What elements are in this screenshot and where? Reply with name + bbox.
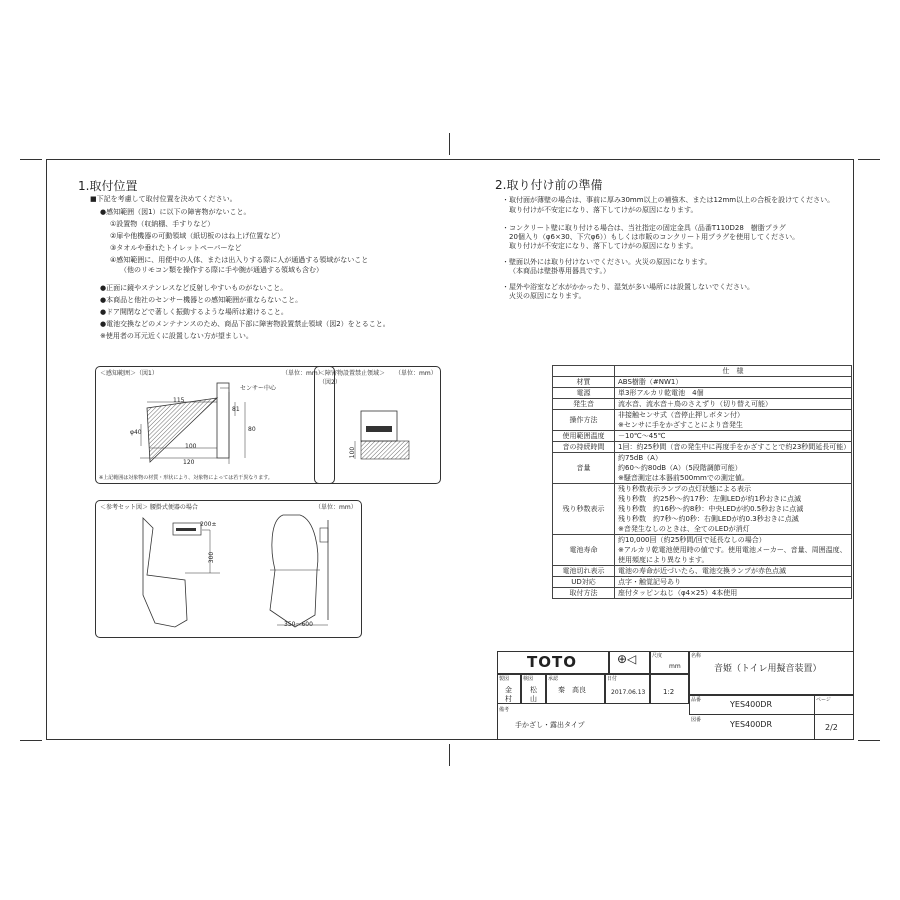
spec-row <box>553 410 852 431</box>
dim-label: φ40 <box>130 429 142 436</box>
drawing-label: 図番 <box>691 717 702 723</box>
remark-text: 手かざし・露出タイプ <box>515 721 585 729</box>
bullet-item: ●本商品と他社のセンサー機器との感知範囲が重ならないこと。 <box>100 296 303 304</box>
spec-value-line: 残り秒数 約7秒～約0秒：右側LEDが約0.3秒おきに点滅 <box>618 515 799 523</box>
unit-text: mm <box>669 663 681 670</box>
spec-value-line: 1回：約25秒間（音の発生中に再度手をかざすことで約23秒間延長可能） <box>618 443 851 451</box>
spec-value <box>615 399 852 410</box>
note-line: 取り付けが不安定になり、落下してけがの原因になります。 <box>509 206 698 214</box>
spec-value-line: 単3形アルカリ乾電池 4個 <box>618 389 704 397</box>
spec-label: 操作方法 <box>553 410 615 431</box>
fig2-unit: （単位：mm） <box>395 370 437 377</box>
note-line: ・取付面が薄壁の場合は、事前に厚み30mm以上の補強木、または12mm以上の合板を設けてください。 <box>502 196 835 204</box>
note-line: ・屋外や浴室など水がかかったり、湿気が多い場所には設置しないでください。 <box>502 283 754 291</box>
dim-label: 200± <box>200 521 217 528</box>
spec-row <box>553 377 852 388</box>
spec-value-line: －10℃～45℃ <box>618 432 666 440</box>
crop-mark <box>20 159 42 160</box>
note-line: ・壁面以外には取り付けないでください。火災の原因になります。 <box>502 258 712 266</box>
design-label: 製図 <box>499 676 510 682</box>
note-line: 火災の原因になります。 <box>509 292 586 300</box>
spec-value-line: 残り秒数 約16秒～約8秒：中央LEDが約0.5秒おきに点滅 <box>618 505 804 513</box>
spec-label: 材質 <box>553 377 615 388</box>
spec-label: 取付方法 <box>553 588 615 599</box>
section2-heading: 2.取り付け前の準備 <box>495 178 603 192</box>
bullet-item: ●電池交換などのメンテナンスのため、商品下部に障害物設置禁止領域（図2）をとること。 <box>100 320 390 328</box>
drawing-number: YES400DR <box>730 720 773 729</box>
bullet-item: ●正面に鏡やステンレスなど反射しやすいものがないこと。 <box>100 284 288 292</box>
fig1-unit: （単位：mm） <box>282 370 324 377</box>
third-angle-icon: ⊕◁ <box>617 652 637 666</box>
section1-heading: 1.取付位置 <box>78 179 138 193</box>
spec-value-line: 約10,000回（約25秒間/回で延長なしの場合） <box>618 536 766 544</box>
spec-label: UD対応 <box>553 577 615 588</box>
spec-value <box>615 388 852 399</box>
model-value: YES400DR <box>730 700 773 709</box>
spec-value <box>615 484 852 535</box>
sensing-range-diagram <box>95 366 335 484</box>
spec-value <box>615 566 852 577</box>
spec-row <box>553 588 852 599</box>
note-text: ※使用者の耳元近くに設置しない方が望ましい。 <box>100 332 253 340</box>
dim-label: 81 <box>232 406 240 413</box>
spec-value-line: 残り秒数表示ランプの点灯状態による表示 <box>618 485 751 493</box>
spec-row <box>553 388 852 399</box>
note-line: ・コンクリート壁に取り付ける場合は、当社指定の固定金具（品番T110D28 樹脂プラグ <box>502 224 786 232</box>
spec-value-line: 電池の寿命が近づいたら、電池交換ランプが赤色点滅 <box>618 567 786 575</box>
fig3-unit: （単位：mm） <box>315 504 357 511</box>
list-item: （他のリモコン類を操作する際に手や腕が通過する領域も含む） <box>120 266 323 274</box>
spec-row <box>553 484 852 535</box>
list-item: ④感知範囲に、用便中の人体、または出入りする際に人が通過する領域がないこと <box>110 256 369 264</box>
spec-value <box>615 377 852 388</box>
spec-row <box>553 577 852 588</box>
spec-label: 電池寿命 <box>553 535 615 566</box>
spec-label: 残り秒数表示 <box>553 484 615 535</box>
dim-label: 115 <box>173 397 185 404</box>
no-obstacle-zone-diagram <box>314 366 441 484</box>
spec-value-line: 座付タッピンねじ（φ4×25）4本使用 <box>618 589 738 597</box>
spec-row <box>553 566 852 577</box>
spec-value-line: 約75dB（A） <box>618 454 662 462</box>
page-label: ページ <box>816 697 831 703</box>
scale-label: 尺度 <box>652 653 663 659</box>
spec-label: 電源 <box>553 388 615 399</box>
spec-row <box>553 535 852 566</box>
page-number: 2/2 <box>825 723 838 732</box>
sensing-note: ●感知範囲（図1）に以下の障害物がないこと。 <box>100 208 251 216</box>
list-item: ①設置物（収納棚、手すりなど） <box>110 220 215 228</box>
dim-label: 300 <box>208 551 216 564</box>
fig1-title: ＜感知範囲＞（図1） <box>100 370 158 377</box>
dim-label: 100 <box>185 443 197 450</box>
spec-value-line: 非接触センサ式（音停止押しボタン付） <box>618 411 744 419</box>
crop-mark <box>20 740 42 741</box>
spec-value-line: ABS樹脂（#NW1） <box>618 378 683 386</box>
spec-value <box>615 410 852 431</box>
designer-name: 金村 <box>505 686 512 703</box>
crop-mark <box>449 133 450 155</box>
fig1-footnote: ※上記範囲は対象物の材質・形状により、対象物によっては若干異なります。 <box>99 475 273 481</box>
dim-label: 100 <box>349 446 357 459</box>
spec-value-line: 残り秒数 約25秒～約17秒：左側LEDが約1秒おきに点滅 <box>618 495 801 503</box>
spec-value-line: ※センサに手をかざすことにより音発生 <box>618 421 743 429</box>
spec-value-line: ※アルカリ乾電池使用時の値です。使用電池メーカー、音量、周囲温度、 <box>618 546 847 554</box>
crop-mark <box>449 744 450 766</box>
list-item: ②扉や他機器の可動領域（紙切板のはね上げ位置など） <box>110 232 285 240</box>
spec-value <box>615 577 852 588</box>
spec-value-line: ※音発生なしのときは、全てのLEDが消灯 <box>618 525 750 533</box>
fig3-title: ＜参考セット図＞ 腰掛式便器の場合 <box>100 504 198 511</box>
note-line: 20個入り（φ6×30、下穴φ6））もしくは市販のコンクリート用プラグを使用してください。 <box>509 233 800 241</box>
approver-names: 秦 高良 <box>558 686 586 694</box>
spec-label: 音量 <box>553 453 615 484</box>
spec-row <box>553 431 852 442</box>
brand-logo: TOTO <box>527 653 577 671</box>
spec-value <box>615 535 852 566</box>
product-name: 音姫（トイレ用擬音装置） <box>714 664 822 674</box>
date-value: 2017.06.13 <box>611 689 646 696</box>
spec-row <box>553 399 852 410</box>
spec-row <box>553 442 852 453</box>
fig2-subtitle: （図2） <box>319 379 341 386</box>
dim-label: 350～600 <box>284 621 313 628</box>
scale-value: 1:2 <box>663 688 675 696</box>
name-label: 名称 <box>691 653 702 659</box>
spec-row <box>553 453 852 484</box>
remark-label: 備考 <box>499 707 510 713</box>
intro-text: ■下記を考慮して取付位置を決めてください。 <box>90 195 237 203</box>
crop-mark <box>858 159 880 160</box>
spec-value <box>615 588 852 599</box>
sensor-center-label: センサー中心 <box>240 385 277 392</box>
spec-label: 電池切れ表示 <box>553 566 615 577</box>
check-label: 検図 <box>523 676 534 682</box>
checker-name: 松山 <box>530 686 537 703</box>
list-item: ③タオルや垂れたトイレットペーパーなど <box>110 244 242 252</box>
spec-title: 仕 様 <box>615 366 852 377</box>
model-label: 品番 <box>691 697 702 703</box>
spec-value-line: 点字・触覚記号あり <box>618 578 681 586</box>
reference-setup-diagram <box>95 500 362 638</box>
bullet-item: ●ドア開閉などで著しく振動するような場所は避けること。 <box>100 308 288 316</box>
spec-value-line: 使用頻度により異なります。 <box>618 556 709 564</box>
note-line: （本商品は壁掛専用器具です。） <box>509 267 610 275</box>
spec-label: 使用範囲温度 <box>553 431 615 442</box>
dim-label: 80 <box>248 426 256 433</box>
spec-value <box>615 453 852 484</box>
spec-value <box>615 431 852 442</box>
spec-label: 発生音 <box>553 399 615 410</box>
spec-value-line: 流水音、流水音＋鳥のさえずり（切り替え可能） <box>618 400 772 408</box>
note-line: 取り付けが不安定になり、落下してけがの原因になります。 <box>509 242 698 250</box>
spec-value-line: ※騒音測定は本器前500mmでの測定値。 <box>618 474 749 482</box>
spec-table <box>552 365 852 599</box>
date-label: 日付 <box>607 676 618 682</box>
spec-value-line: 約60～約80dB（A）（5段階調節可能） <box>618 464 742 472</box>
spec-label: 音の持続時間 <box>553 442 615 453</box>
spec-value <box>615 442 852 453</box>
crop-mark <box>858 740 880 741</box>
fig2-title: ＜障害物設置禁止領域＞ <box>319 370 386 377</box>
dim-label: 120 <box>183 459 195 466</box>
approve-label: 承認 <box>548 676 559 682</box>
